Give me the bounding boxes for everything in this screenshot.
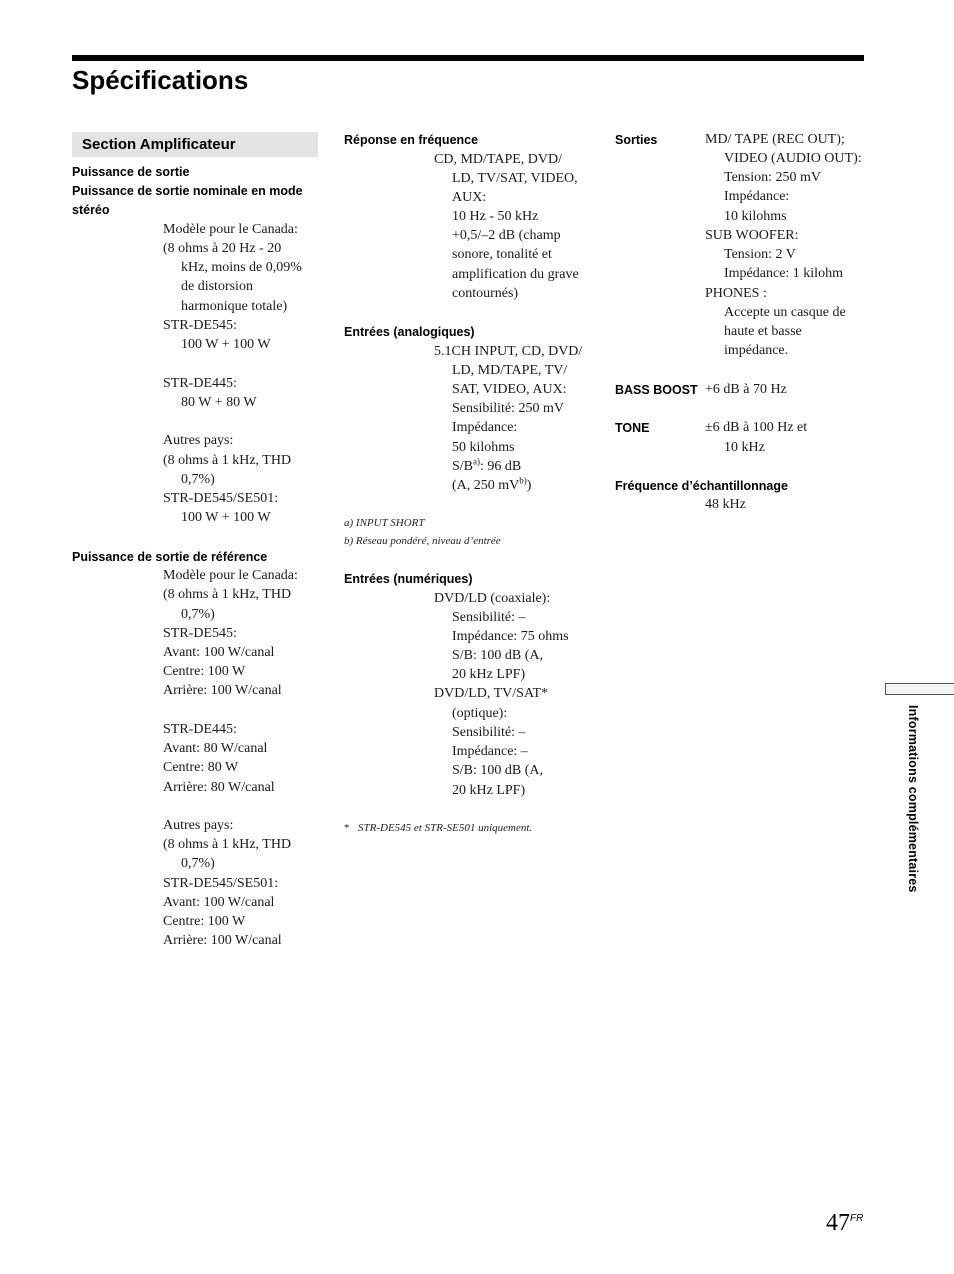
heading-nominale: Puissance de sortie nominale en mode xyxy=(72,184,303,198)
spec-line: Accepte un casque de xyxy=(724,305,846,320)
spec-line: VIDEO (AUDIO OUT): xyxy=(724,151,862,166)
spec-line: (8 ohms à 1 kHz, THD xyxy=(163,453,292,468)
spec-line: amplification du grave xyxy=(452,267,579,282)
spec-line: Modèle pour le Canada: xyxy=(163,222,298,237)
spec-line: MD/ TAPE (REC OUT); xyxy=(705,132,845,147)
spec-line: harmonique totale) xyxy=(181,299,288,314)
spec-line: 0,7%) xyxy=(181,856,215,871)
spec-line: (optique): xyxy=(452,706,508,721)
side-section-label: Informations complémentaires xyxy=(906,705,920,893)
spec-line: S/B: 100 dB (A, xyxy=(452,648,544,663)
spec-line-sb: $S/B^{a)}$: 96 dB xyxy=(452,456,522,474)
heading-nominale-cont: stéréo xyxy=(72,203,110,217)
heading-bass-boost: BASS BOOST xyxy=(615,383,698,397)
spec-line: de distorsion xyxy=(181,279,253,294)
spec-line: Autres pays: xyxy=(163,818,234,833)
side-tab-marker xyxy=(885,683,954,695)
spec-line: DVD/LD, TV/SAT* xyxy=(434,686,549,701)
spec-line: Impédance: 75 ohms xyxy=(452,629,569,644)
spec-line: (8 ohms à 20 Hz - 20 xyxy=(163,241,282,256)
spec-line: STR-DE545: xyxy=(163,626,237,641)
spec-line: contournés) xyxy=(452,286,519,301)
spec-line-a: (A, 250 $mV^{b)}$) xyxy=(452,475,532,493)
spec-line: 10 kHz xyxy=(724,440,765,455)
spec-line: Impédance: 1 kilohm xyxy=(724,266,843,281)
note-b: b) Réseau pondéré, niveau d’entrée xyxy=(344,535,501,547)
spec-line: Centre: 80 W xyxy=(163,760,239,775)
page-number: $47^{FR}$ xyxy=(826,1210,864,1236)
spec-line: 0,7%) xyxy=(181,472,215,487)
spec-line: STR-DE545/SE501: xyxy=(163,876,279,891)
heading-sorties: Sorties xyxy=(615,133,658,147)
note-a: a) INPUT SHORT xyxy=(344,517,425,529)
spec-line: Arrière: 100 W/canal xyxy=(163,933,282,948)
spec-line: 20 kHz LPF) xyxy=(452,783,526,798)
spec-line: 80 W + 80 W xyxy=(181,395,257,410)
spec-line: DVD/LD (coaxiale): xyxy=(434,591,551,606)
spec-line: (8 ohms à 1 kHz, THD xyxy=(163,837,292,852)
spec-line: Arrière: 80 W/canal xyxy=(163,780,275,795)
spec-line: STR-DE545/SE501: xyxy=(163,491,279,506)
spec-line: 20 kHz LPF) xyxy=(452,667,526,682)
spec-line: STR-DE545: xyxy=(163,318,237,333)
spec-line: Avant: 80 W/canal xyxy=(163,741,268,756)
spec-line: PHONES : xyxy=(705,286,767,301)
spec-line: Tension: 250 mV xyxy=(724,170,822,185)
spec-line: Impédance: xyxy=(724,189,790,204)
spec-line: Centre: 100 W xyxy=(163,664,246,679)
spec-line: 5.1CH INPUT, CD, DVD/ xyxy=(434,344,583,359)
spec-line: 100 W + 100 W xyxy=(181,510,271,525)
heading-analogiques: Entrées (analogiques) xyxy=(344,325,475,339)
spec-line: Impédance: – xyxy=(452,744,528,759)
section-header: Section Amplificateur xyxy=(82,136,236,153)
spec-line: STR-DE445: xyxy=(163,722,237,737)
heading-reference: Puissance de sortie de référence xyxy=(72,550,268,564)
spec-line: Arrière: 100 W/canal xyxy=(163,683,282,698)
spec-line: sonore, tonalité et xyxy=(452,247,552,262)
title-rule xyxy=(72,55,864,61)
spec-line: Sensibilité: 250 mV xyxy=(452,401,564,416)
spec-line: (8 ohms à 1 kHz, THD xyxy=(163,587,292,602)
spec-line: Modèle pour le Canada: xyxy=(163,568,298,583)
spec-line: LD, MD/TAPE, TV/ xyxy=(452,363,568,378)
heading-reponse: Réponse en fréquence xyxy=(344,133,479,147)
spec-line: impédance. xyxy=(724,343,789,358)
spec-line: Sensibilité: – xyxy=(452,610,526,625)
spec-line: S/B: 100 dB (A, xyxy=(452,763,544,778)
footnote-star: * xyxy=(344,822,350,834)
spec-line: 10 kilohms xyxy=(724,209,787,224)
spec-line: Avant: 100 W/canal xyxy=(163,895,275,910)
heading-tone: TONE xyxy=(615,421,650,435)
spec-line: 10 Hz - 50 kHz xyxy=(452,209,539,224)
spec-line: ±6 dB à 100 Hz et xyxy=(705,420,808,435)
spec-line: Sensibilité: – xyxy=(452,725,526,740)
heading-echantillonnage: Fréquence d’échantillonnage xyxy=(615,479,788,493)
spec-line: 100 W + 100 W xyxy=(181,337,271,352)
spec-line: kHz, moins de 0,09% xyxy=(181,260,302,275)
spec-line: LD, TV/SAT, VIDEO, xyxy=(452,171,578,186)
footnote-text: STR-DE545 et STR-SE501 uniquement. xyxy=(358,822,533,834)
spec-line: haute et basse xyxy=(724,324,802,339)
heading-numeriques: Entrées (numériques) xyxy=(344,572,473,586)
spec-line: Impédance: xyxy=(452,420,518,435)
spec-line: 50 kilohms xyxy=(452,440,515,455)
spec-line: Tension: 2 V xyxy=(724,247,796,262)
spec-line: Autres pays: xyxy=(163,433,234,448)
spec-line: Centre: 100 W xyxy=(163,914,246,929)
page-title: Spécifications xyxy=(72,65,249,95)
spec-line: Avant: 100 W/canal xyxy=(163,645,275,660)
spec-line: SUB WOOFER: xyxy=(705,228,799,243)
spec-line: 0,7%) xyxy=(181,607,215,622)
spec-line: 48 kHz xyxy=(705,497,746,512)
spec-line: +0,5/–2 dB (champ xyxy=(452,228,561,243)
spec-line: CD, MD/TAPE, DVD/ xyxy=(434,152,562,167)
spec-line: +6 dB à 70 Hz xyxy=(705,382,787,397)
spec-line: STR-DE445: xyxy=(163,376,237,391)
spec-line: AUX: xyxy=(452,190,487,205)
spec-line: SAT, VIDEO, AUX: xyxy=(452,382,567,397)
heading-puissance: Puissance de sortie xyxy=(72,165,190,179)
